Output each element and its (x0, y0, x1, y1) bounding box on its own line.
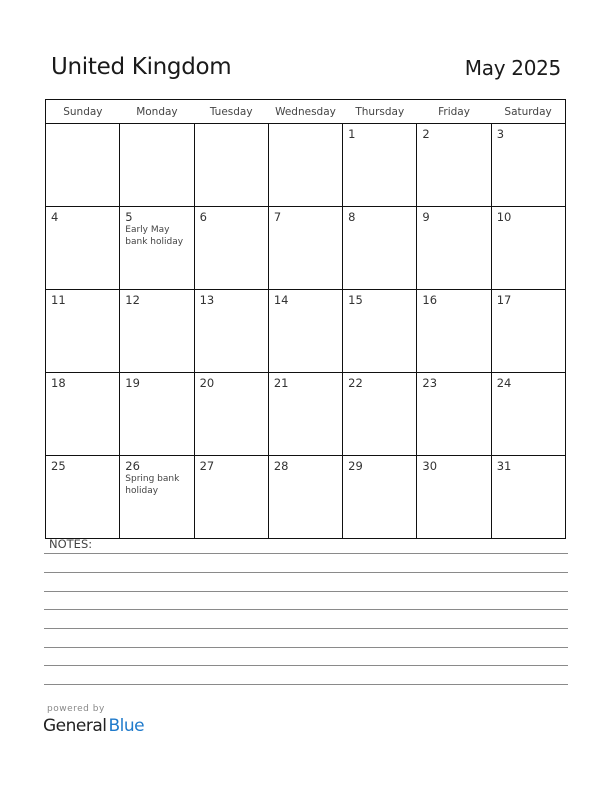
day-cell (417, 373, 491, 456)
calendar-grid (45, 99, 566, 539)
day-cell (268, 207, 342, 290)
weekday-wednesday: Wednesday (268, 100, 342, 124)
holiday-label: Early May bank holiday (125, 225, 184, 247)
week-row (46, 456, 566, 539)
day-cell (46, 207, 120, 290)
day-number: 6 (199, 210, 207, 224)
day-number: 23 (422, 376, 438, 390)
note-line (44, 591, 568, 592)
day-cell (343, 373, 417, 456)
day-number: 20 (199, 376, 215, 390)
day-number: 22 (348, 376, 363, 390)
day-cell (417, 290, 491, 373)
day-number: 24 (496, 376, 512, 390)
day-number: 21 (273, 376, 289, 390)
day-cell (120, 373, 194, 456)
day-number: 19 (125, 376, 140, 390)
week-row (46, 207, 566, 290)
day-cell (268, 456, 342, 539)
day-number: 18 (51, 376, 66, 390)
note-line (44, 684, 568, 685)
country-title: United Kingdom (51, 54, 232, 80)
day-cell (194, 456, 268, 539)
day-number: 12 (125, 293, 140, 307)
weekday-header-row (46, 100, 566, 124)
day-cell (491, 373, 565, 456)
day-cell (343, 207, 417, 290)
holiday-label: Spring bank holiday (125, 474, 180, 496)
day-cell (120, 290, 194, 373)
day-cell (194, 124, 268, 207)
day-cell (491, 290, 565, 373)
note-line (44, 665, 568, 666)
day-number: 31 (496, 459, 512, 473)
day-number: 4 (51, 210, 59, 224)
weekday-thursday: Thursday (343, 100, 417, 124)
day-number: 9 (422, 210, 430, 224)
day-cell (120, 124, 194, 207)
day-cell (417, 124, 491, 207)
day-cell (194, 290, 268, 373)
day-number: 16 (422, 293, 438, 307)
weekday-monday: Monday (120, 100, 194, 124)
day-number: 7 (273, 210, 282, 224)
day-cell (194, 373, 268, 456)
day-cell (491, 456, 565, 539)
brand-general: General (43, 716, 107, 736)
day-number: 1 (348, 127, 356, 141)
notes-label: NOTES: (49, 537, 93, 551)
weekday-sunday: Sunday (46, 100, 120, 124)
note-line (44, 647, 568, 648)
weekday-friday: Friday (417, 100, 491, 124)
day-cell (46, 456, 120, 539)
day-number: 5 (125, 210, 133, 224)
day-cell (46, 124, 120, 207)
day-cell (46, 373, 120, 456)
note-line (44, 572, 568, 573)
day-number: 8 (348, 210, 356, 224)
day-number: 15 (348, 293, 363, 307)
day-number: 30 (422, 459, 438, 473)
day-cell (491, 124, 565, 207)
day-number: 13 (199, 293, 215, 307)
day-number: 14 (273, 293, 289, 307)
week-row (46, 124, 566, 207)
day-cell (268, 373, 342, 456)
note-line (44, 553, 568, 554)
day-number: 28 (273, 459, 289, 473)
weekday-tuesday: Tuesday (194, 100, 268, 124)
day-number: 17 (496, 293, 512, 307)
day-cell (120, 456, 194, 539)
day-number: 2 (422, 127, 430, 141)
day-number: 27 (199, 459, 215, 473)
brand-blue: Blue (108, 716, 145, 736)
day-number: 26 (125, 459, 140, 473)
week-row (46, 373, 566, 456)
day-cell (120, 207, 194, 290)
day-cell (268, 290, 342, 373)
generalblue-logo (43, 716, 144, 736)
day-cell (417, 456, 491, 539)
day-cell (343, 456, 417, 539)
day-number: 10 (496, 210, 512, 224)
day-cell (46, 290, 120, 373)
weekday-saturday: Saturday (491, 100, 565, 124)
day-cell (343, 124, 417, 207)
note-line (44, 609, 568, 610)
day-number: 3 (496, 127, 505, 141)
day-cell (343, 290, 417, 373)
day-number: 29 (348, 459, 363, 473)
day-number: 11 (51, 293, 66, 307)
day-cell (417, 207, 491, 290)
month-year: May 2025 (464, 56, 561, 80)
day-cell (491, 207, 565, 290)
day-cell (268, 124, 342, 207)
day-number: 25 (51, 459, 66, 473)
powered-by-text: powered by (47, 704, 105, 714)
week-row (46, 290, 566, 373)
day-cell (194, 207, 268, 290)
note-line (44, 628, 568, 629)
